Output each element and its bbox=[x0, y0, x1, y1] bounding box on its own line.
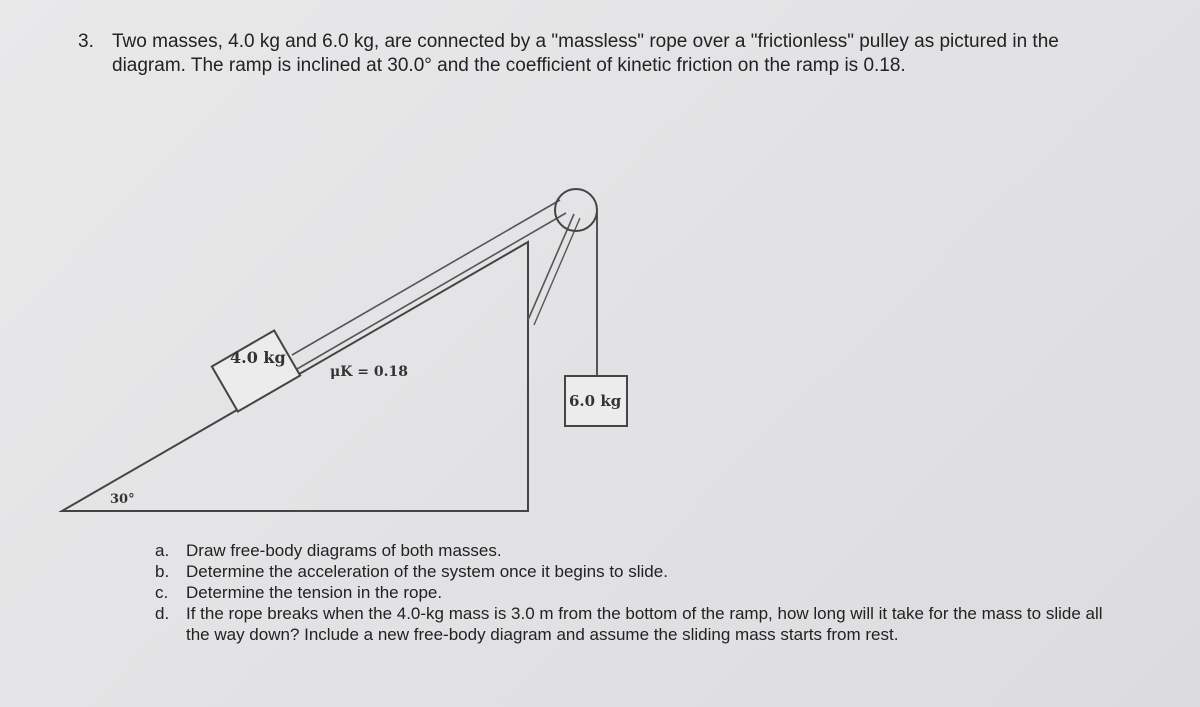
angle-label: 30° bbox=[110, 492, 135, 507]
friction-coefficient-label: μK = 0.18 bbox=[330, 364, 408, 380]
mass-label-4kg: 4.0 kg bbox=[230, 348, 286, 367]
part-letter: a. bbox=[155, 541, 170, 560]
problem-text: Two masses, 4.0 kg and 6.0 kg, are connected by a "massless" rope over a "frictionless" pulley as pictured in the diagram. The ramp is inclined at 30.0° and the coefficient of kinetic friction on the ramp is 0.18. bbox=[112, 31, 1059, 76]
pulley bbox=[555, 189, 597, 231]
rope-on-ramp-upper bbox=[292, 200, 560, 355]
pulley-support-2 bbox=[534, 218, 580, 325]
part-letter: b. bbox=[155, 562, 170, 581]
part-text: If the rope breaks when the 4.0-kg mass is 3.0 m from the bottom of the ramp, how long will it take for the mass to slide all the way down? Include a new free-body diagram and assume the sliding mass starts from rest. bbox=[186, 604, 1103, 644]
part-c bbox=[155, 582, 1115, 603]
part-text: Draw free-body diagrams of both masses. bbox=[186, 541, 502, 560]
part-letter: d. bbox=[155, 604, 170, 623]
block-4kg bbox=[212, 330, 300, 411]
part-text: Determine the tension in the rope. bbox=[186, 583, 443, 602]
mass-label-6kg: 6.0 kg bbox=[569, 392, 622, 410]
problem-number: 3. bbox=[78, 31, 94, 52]
part-a bbox=[155, 540, 1115, 561]
part-d bbox=[155, 603, 1115, 645]
part-b bbox=[155, 561, 1115, 582]
part-letter: c. bbox=[155, 583, 169, 602]
question-parts bbox=[155, 540, 1115, 645]
rope-on-ramp-lower bbox=[297, 213, 566, 369]
part-text: Determine the acceleration of the system once it begins to slide. bbox=[186, 562, 668, 581]
